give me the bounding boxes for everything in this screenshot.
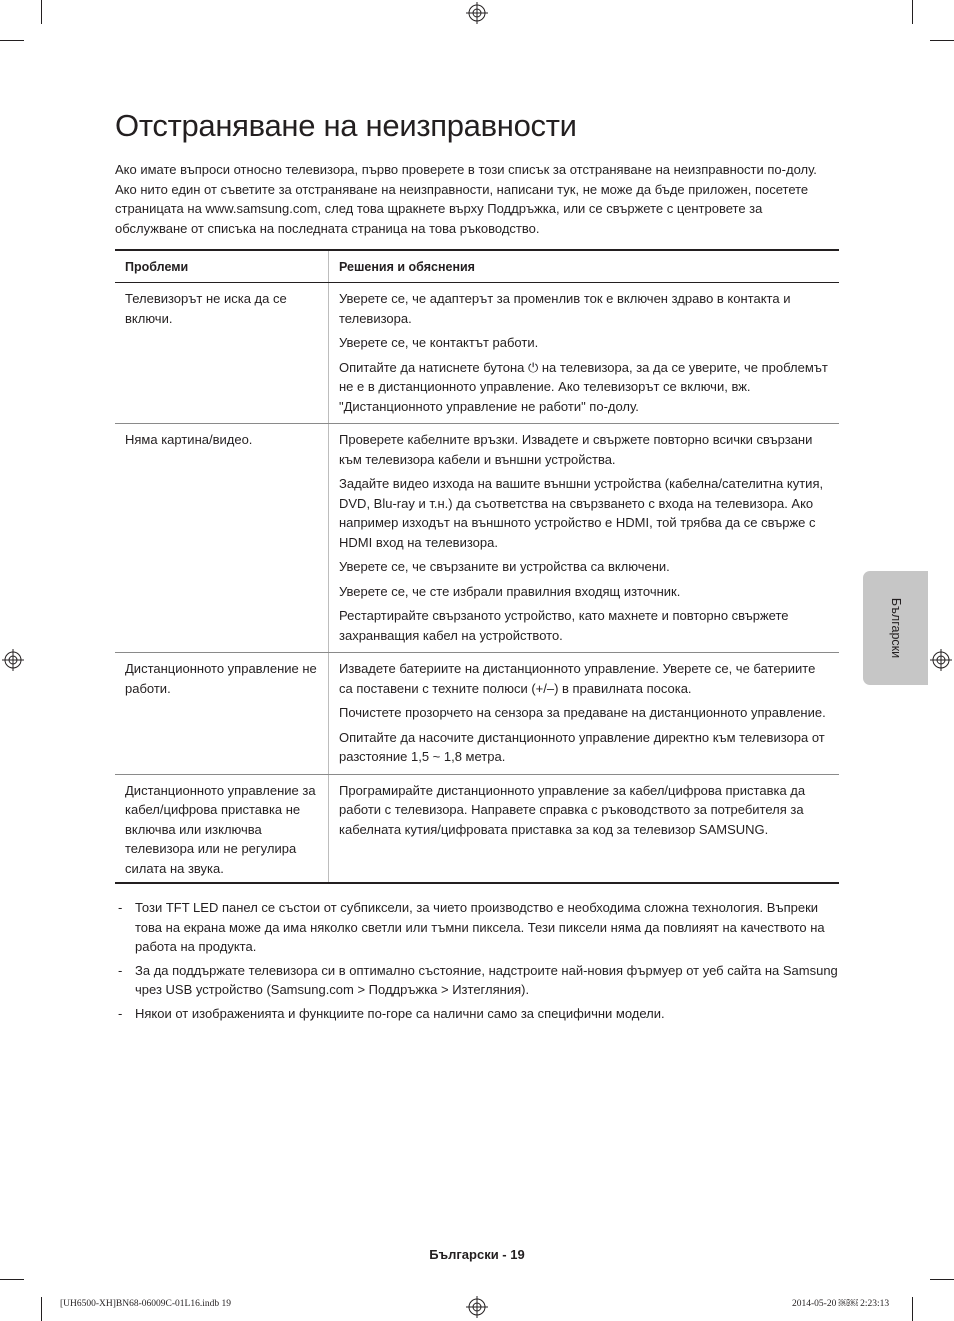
solution-text: Задайте видео изхода на вашите външни устройства (кабелна/сателитна кутия, DVD, Blu-ray и т.н.) да съответства на свързването с входа на телевизора. Ако например изходът на външното устройство е HDMI, той трябва да се свърже с HDMI вход на телевизора.	[339, 476, 824, 550]
note-text: Този TFT LED панел се състои от субпиксели, за чието производство е необходима сложна технология. Въпреки това на екрана може да има няколко светли или тъмни пиксела. Тези пиксели няма да повлияят на качеството на работа на продукта.	[135, 900, 825, 954]
problem-cell: Дистанционното управление за кабел/цифрова приставка не включва или изключва телевизора или не регулира силата на звука.	[115, 774, 329, 883]
table-row	[115, 283, 839, 424]
crop-mark	[41, 1297, 42, 1321]
registration-mark-icon	[2, 649, 24, 671]
crop-mark	[912, 1297, 913, 1321]
crop-mark	[0, 40, 24, 41]
note-text: За да поддържате телевизора си в оптимално състояние, надстроите най-новия фърмуер от уеб сайта на Samsung чрез USB устройство (Samsung.com > Поддръжка > Изтегляния).	[135, 962, 838, 997]
page-number: Български - 19	[429, 1247, 525, 1262]
language-side-tab	[863, 571, 928, 685]
registration-mark-icon	[466, 1296, 488, 1318]
crop-mark	[930, 40, 954, 41]
problem-cell: Телевизорът не иска да се включи.	[115, 283, 329, 424]
troubleshooting-table	[115, 249, 839, 884]
note-text: Някои от изображенията и функциите по-горе са налични само за специфични модели.	[135, 1005, 665, 1021]
solution-text: Опитайте да натиснете бутона ⏻ на телевизора, за да се уверите, че проблемът не е в дистанционното управление. Ако телевизорът се включи, вж. "Дистанционното управление не работи" по-долу.	[339, 359, 828, 414]
solution-text: Проверете кабелните връзки. Извадете и свържете повторно всички свързани към телевизора кабели и външни устройства.	[339, 432, 813, 467]
solution-text: Извадете батериите на дистанционното управление. Уверете се, че батериите са поставени с техните полюси (+/–) в правилната посока.	[339, 661, 816, 696]
table-row	[115, 424, 839, 653]
crop-mark	[41, 0, 42, 24]
note-marker: -	[118, 900, 123, 915]
solution-text: Уверете се, че свързаните ви устройства са включени.	[339, 559, 670, 574]
solution-text: Уверете се, че адаптерът за променлив ток е включен здраво в контакта и телевизора.	[339, 291, 791, 326]
problem-cell: Няма картина/видео.	[115, 424, 329, 653]
solutions-cell	[329, 424, 840, 653]
solution-text: Уверете се, че контактът работи.	[339, 335, 539, 350]
intro-paragraph: Ако имате въпроси относно телевизора, първо проверете в този списък за отстраняване на неизправности по-долу. Ако нито един от съветите за отстраняване на неизправности, написани тук, не може да бъде приложен, посетете страницата на www.samsung.com, след това щракнете върху Поддръжка, или се свържете с центровете за обслужване от списъка на последната страница на това ръководство.	[115, 162, 817, 236]
registration-mark-icon	[466, 2, 488, 24]
footer-file-info: [UH6500-XH]BN68-06009C-01L16.indb 19	[60, 1299, 231, 1309]
note-item	[115, 961, 839, 1000]
column-header-solutions: Решения и обяснения	[329, 250, 840, 283]
note-item	[115, 1004, 839, 1024]
solutions-cell	[329, 283, 840, 424]
crop-mark	[930, 1279, 954, 1280]
note-marker: -	[118, 1005, 123, 1021]
table-header-row	[115, 250, 839, 283]
solutions-cell	[329, 774, 840, 883]
registration-mark-icon	[930, 649, 952, 671]
footer-timestamp: 2014-05-20 ￼￼ 2:23:13	[792, 1299, 890, 1309]
notes-list	[115, 898, 839, 1027]
page-title: Отстраняване на неизправности	[115, 108, 577, 143]
solution-text: Опитайте да насочите дистанционното управление директно към телевизора от разстояние 1,5 ~ 1,8 метра.	[339, 729, 825, 764]
note-item	[115, 898, 839, 957]
solution-text: Рестартирайте свързаното устройство, като махнете и повторно свържете захранващия кабел на устройството.	[339, 608, 789, 643]
solutions-cell	[329, 653, 840, 775]
language-side-tab-label: Български	[888, 597, 903, 659]
problem-cell: Дистанционното управление не работи.	[115, 653, 329, 775]
table-row	[115, 774, 839, 883]
solution-text: Програмирайте дистанционното управление за кабел/цифрова приставка да работи с телевизора. Направете справка с ръководството за потребителя за кабелната кутия/цифровата приставка за код за телевизор SAMSUNG.	[339, 782, 806, 837]
table-row	[115, 653, 839, 775]
solution-text: Уверете се, че сте избрали правилния входящ източник.	[339, 583, 681, 599]
solution-text: Почистете прозорчето на сензора за предаване на дистанционното управление.	[339, 705, 826, 720]
column-header-problems: Проблеми	[115, 250, 329, 283]
crop-mark	[0, 1279, 24, 1280]
note-marker: -	[118, 962, 123, 978]
crop-mark	[912, 0, 913, 24]
